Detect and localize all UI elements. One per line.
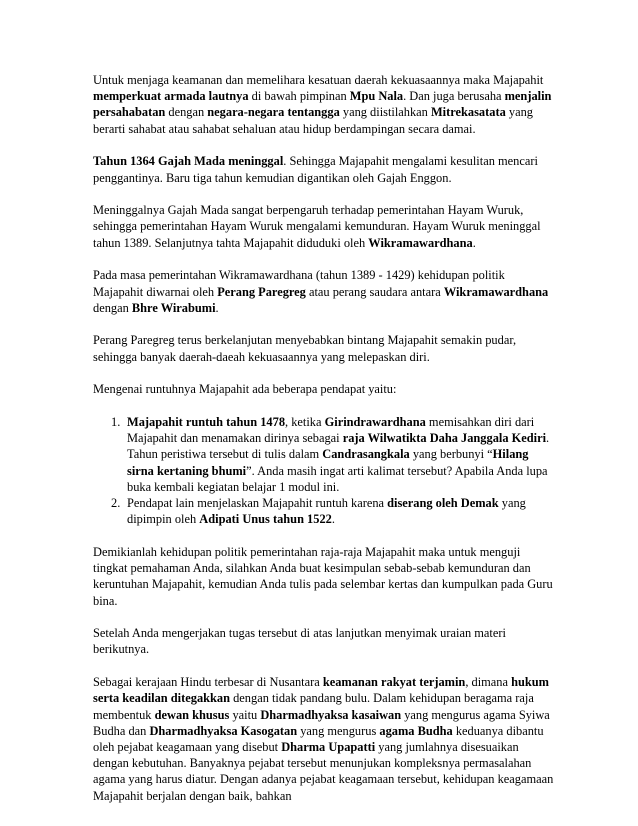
text-run: . [331,512,335,527]
bold-text: Mitrekasatata [430,105,506,120]
bold-text: Adipati Unus tahun 1522 [199,512,332,527]
bold-text: Girindrawardhana [324,415,426,430]
list-item [93,495,555,527]
bold-text: keamanan rakyat terjamin [322,675,466,690]
text-run: yang dipimpin oleh [127,496,526,527]
text-run: yang mengurus [297,723,380,738]
text-run: Pada masa pemerintahan Wikramawardhana (tahun 1389 - 1429) kehidupan politik Majapahit diwarnai oleh [93,268,505,299]
bold-text: Hilang sirna kertaning bhumi [127,447,529,478]
text-run: yang jumlahnya disesuaikan dengan kebutuhan. Banyaknya pejabat tersebut menunjukan kompleksnya permasalahan agama yang harus diatur. Dengan adanya pejabat keagamaan tersebut, kehidupan keagamaan Majapahit berjalan dengan baik, bahkan [93,740,554,803]
text-run: yang berarti sahabat atau sahabat sehaluan atau hidup berdampingan secara damai. [93,105,533,136]
text-run: dengan tidak pandang bulu. Dalam kehidupan beragama raja membentuk [93,691,534,722]
bold-text: Dharmadhyaksa kasaiwan [260,707,402,722]
bold-text: Tahun 1364 Gajah Mada meninggal [93,154,284,169]
text-run: Mengenai runtuhnya Majapahit ada beberapa pendapat yaitu: [93,382,397,397]
bold-text: hukum serta keadilan ditegakkan [93,675,549,706]
paragraph [93,625,555,657]
bold-text: Wikramawardhana [368,235,473,250]
bold-text: agama Budha [379,723,453,738]
text-run: . Sehingga Majapahit mengalami kesulitan mencari penggantinya. Baru tiga tahun kemudian digantikan oleh Gajah Enggon. [93,154,538,185]
text-run: Untuk menjaga keamanan dan memelihara kesatuan daerah kekuasaannya maka Majapahit [93,73,544,87]
paragraph [93,72,555,137]
bold-text: menjalin persahabatan [93,89,552,120]
text-run: dengan [165,105,208,120]
text-run: Pendapat lain menjelaskan Majapahit runtuh karena [127,496,388,511]
bold-text: diserang oleh Demak [387,496,499,511]
list-item-number: 1. [111,415,121,430]
bold-text: Majapahit runtuh tahun 1478 [127,415,286,430]
text-run: . Tahun peristiwa tersebut di tulis dalam [127,431,550,462]
text-run: Demikianlah kehidupan politik pemerintahan raja-raja Majapahit maka untuk menguji tingkat pemahaman Anda, silahkan Anda buat kesimpulan sebab-sebab kemunduran dan keruntuhan Majapahit, kemudian Anda tulis pada selembar kertas dan kumpulkan pada Guru bina. [93,544,553,608]
text-run: . [472,235,476,250]
text-run: Setelah Anda mengerjakan tugas tersebut di atas lanjutkan menyimak uraian materi berikutnya. [93,626,506,657]
bold-text: negara-negara tentangga [207,105,340,120]
text-run: dengan [93,300,132,315]
text-run: yaitu [229,707,261,722]
text-run: ”. Anda masih ingat arti kalimat tersebut? Apabila Anda lupa buka kembali kegiatan belajar 1 modul ini. [127,463,548,494]
text-run: , ketika [285,415,325,430]
text-run: . Dan juga berusaha [403,89,505,104]
bold-text: Dharmadhyaksa Kasogatan [149,723,298,738]
paragraph [93,202,555,251]
text-run: . [215,300,219,315]
bold-text: Bhre Wirabumi [131,300,216,315]
text-run: yang berbunyi “ [409,447,493,462]
list-item [93,414,555,495]
text-run: Meninggalnya Gajah Mada sangat berpengaruh terhadap pemerintahan Hayam Wuruk, sehingga pemerintahan Hayam Wuruk mengalami kemunduran. Hayam Wuruk meninggal tahun 1389. Selanjutnya tahta Majapahit diduduki oleh [93,203,541,250]
text-run: atau perang saudara antara [305,284,444,299]
paragraphs-after-list [93,544,555,804]
bold-text: dewan khusus [154,707,230,722]
paragraph [93,674,555,804]
text-run: keduanya dibantu oleh pejabat keagamaan yang disebut [93,723,544,754]
text-run: memisahkan diri dari Majapahit dan menamakan dirinya sebagai [127,415,535,446]
bold-text: Perang Paregreg [217,284,306,299]
paragraph [93,267,555,316]
bold-text: Dharma Upapatti [281,740,376,754]
paragraph [93,332,555,364]
list-item-number: 2. [111,496,121,511]
text-run: yang diistilahkan [339,105,431,120]
bold-text: Mpu Nala [349,89,404,104]
bold-text: memperkuat armada lautnya [93,89,249,104]
text-run: , dimana [465,675,512,690]
paragraphs-before-list [93,72,555,398]
bold-text: Candrasangkala [322,447,410,462]
text-run: Perang Paregreg terus berkelanjutan menyebabkan bintang Majapahit semakin pudar, sehingga banyak daerah-daeah kekuasaannya yang melepaskan diri. [93,333,517,364]
bold-text: raja Wilwatikta Daha Janggala Kediri [342,431,547,446]
paragraph [93,153,555,185]
text-run: Sebagai kerajaan Hindu terbesar di Nusantara [93,675,323,690]
text-run: di bawah pimpinan [248,89,350,104]
document-page [93,72,555,820]
numbered-list [93,414,555,527]
bold-text: Wikramawardhana [443,284,549,299]
text-run: yang mengurus agama Syiwa Budha dan [93,707,550,738]
paragraph [93,544,555,609]
paragraph [93,381,555,397]
